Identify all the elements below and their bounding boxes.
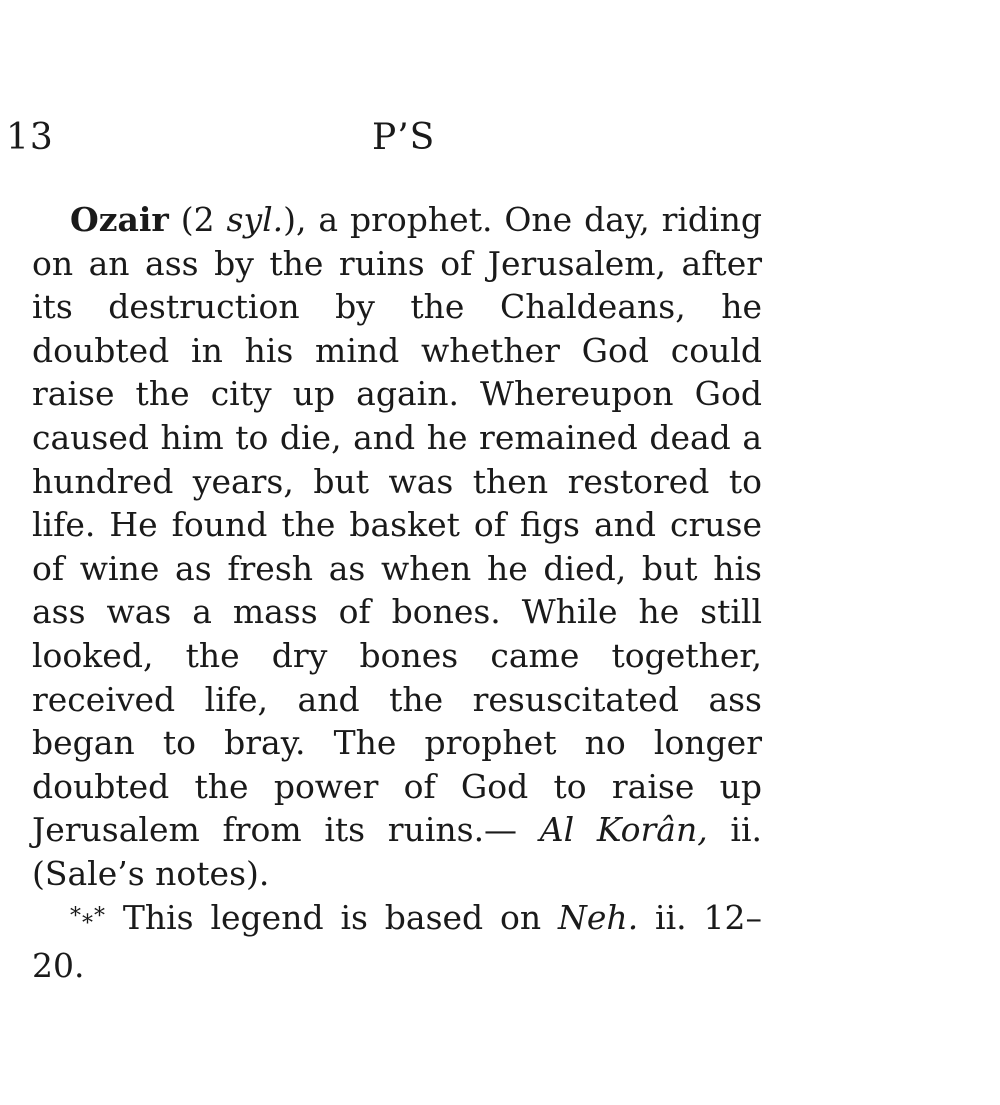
- entry-body-text: ), a prophet. One day, riding on an ass by the ruins of Jerusalem, after its destruction by the Chaldeans, he doubted in his mind whether God could raise the city up again. Whereupon God caused him to die, and he remained dead a hundred years, but was then restored to life. He found the basket of figs and cruse of wine as fresh as when he died, but his ass was a mass of bones. While he still looked, the dry bones came together, received life, and the resuscitated ass began to bray. The prophet no longer doubted the power of God to raise up Jerusalem from its ruins.—: [32, 200, 762, 850]
- source-title: Al Korân,: [539, 810, 708, 850]
- note-paragraph: [32, 896, 762, 988]
- page-number: 13: [6, 117, 54, 158]
- entry-text-open: (2: [168, 200, 227, 239]
- asterism: *⁎*: [70, 903, 106, 929]
- headword: Ozair: [70, 200, 169, 239]
- syllable-abbrev: syl.: [226, 200, 284, 239]
- dictionary-entry: [32, 198, 762, 988]
- running-head: P’S: [372, 117, 436, 158]
- entry-paragraph: [32, 198, 762, 896]
- note-reference: ii. 12–20.: [32, 897, 762, 986]
- note-text: This legend is based on: [106, 897, 559, 937]
- source-citation: ii. (Sale’s notes).: [32, 810, 762, 893]
- note-reference-book: Neh.: [558, 897, 639, 937]
